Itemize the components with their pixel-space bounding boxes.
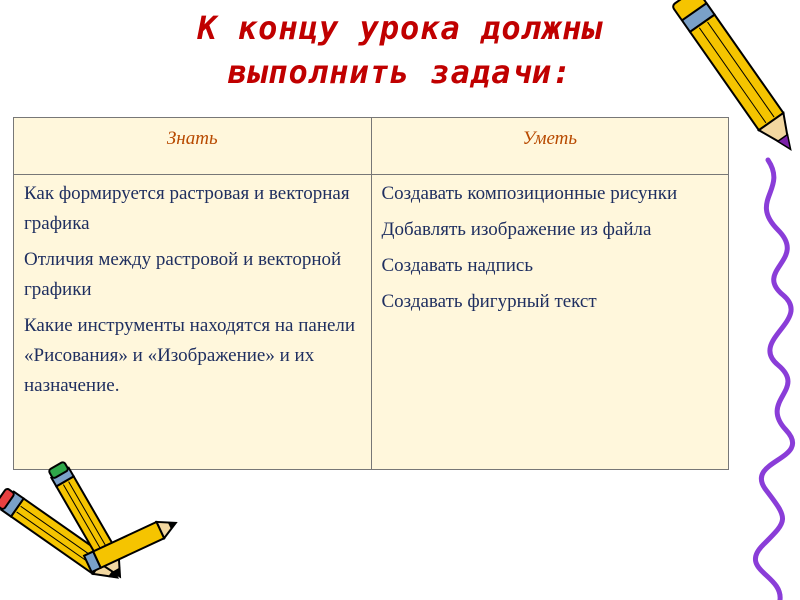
pencils-cluster-icon bbox=[0, 470, 190, 600]
znat-item: Отличия между растровой и векторной графики bbox=[24, 249, 342, 300]
znat-item: Как формируется растровая и векторная графика bbox=[24, 183, 350, 234]
umet-cell bbox=[371, 175, 729, 470]
umet-item: Добавлять изображение из файла bbox=[381, 219, 652, 240]
slide-title-line-1: К концу урока должны bbox=[197, 9, 603, 47]
znat-item: Какие инструменты находятся на панели «Рисования» и «Изображение» и их назначение. bbox=[24, 315, 356, 396]
table-header-row bbox=[14, 118, 729, 175]
table-row bbox=[14, 175, 729, 470]
header-umet: Уметь bbox=[371, 118, 729, 175]
umet-item: Создавать композиционные рисунки bbox=[381, 183, 678, 204]
umet-item: Создавать надпись bbox=[381, 255, 534, 276]
tasks-table bbox=[13, 117, 729, 470]
slide-title-line-2: выполнить задачи: bbox=[227, 53, 573, 91]
header-znat: Знать bbox=[14, 118, 372, 175]
umet-item: Создавать фигурный текст bbox=[381, 291, 597, 312]
znat-cell bbox=[14, 175, 372, 470]
squiggle-line bbox=[728, 160, 800, 600]
